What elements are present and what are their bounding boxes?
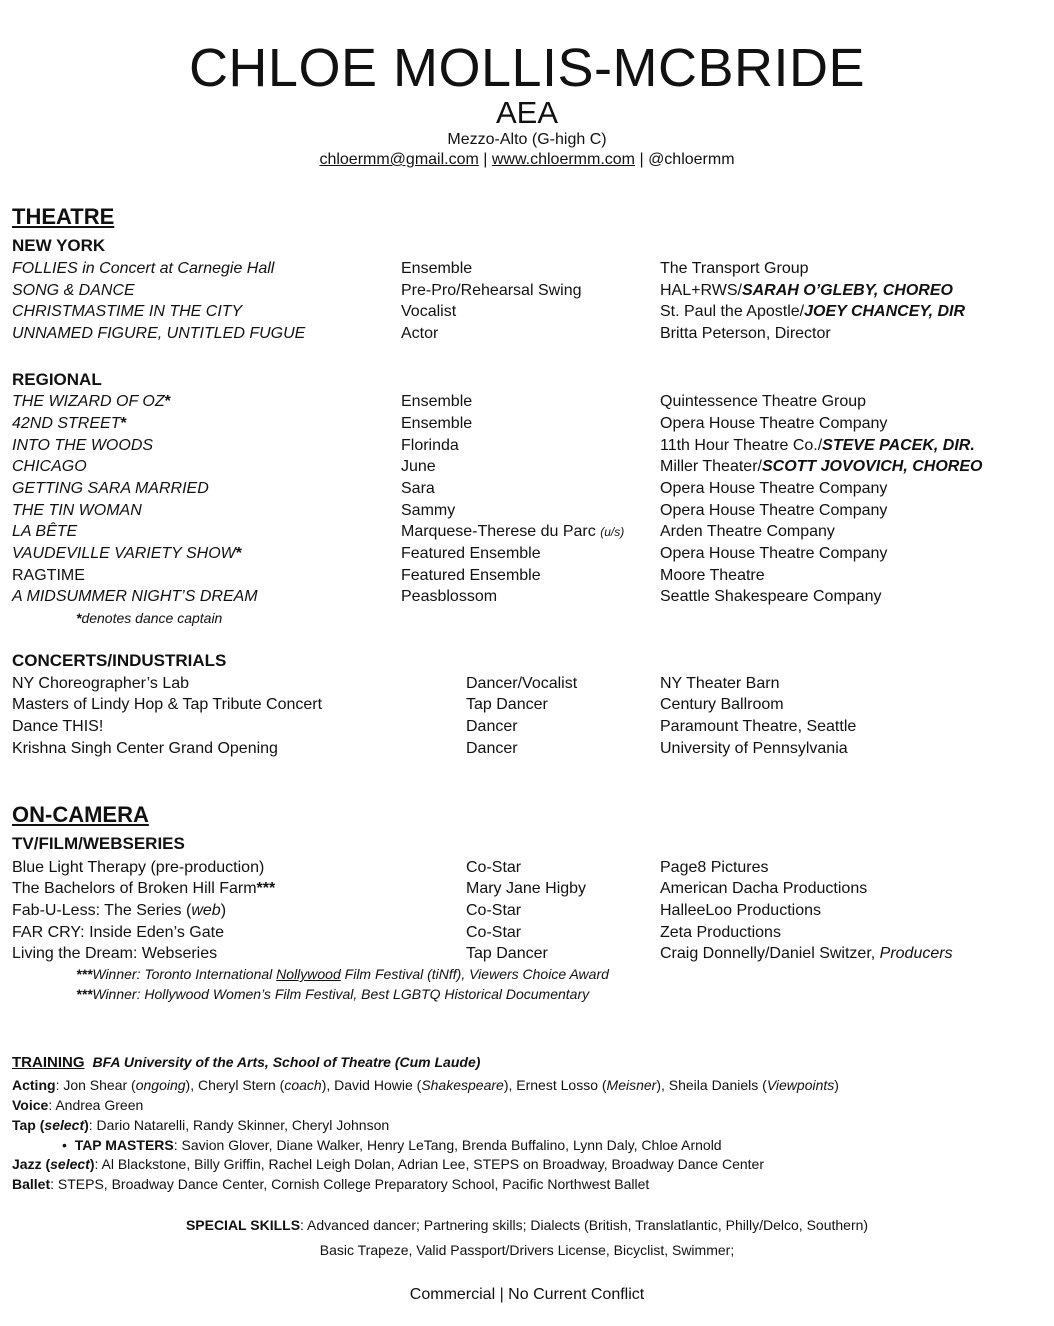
producers-label: Producers [879,945,953,962]
show-title: INTO THE WOODS [12,437,154,454]
company-name: Miller Theater/ [660,458,762,475]
understudy-note: (u/s) [600,525,625,539]
role: June [401,458,436,475]
credit-row [0,900,1054,922]
training-title: TRAINING [12,1054,85,1071]
role: Ensemble [401,393,473,410]
award-note [76,986,589,1002]
role: Peasblossom [401,588,498,605]
show-title: RAGTIME [12,567,85,584]
show-title-text: VAUDEVILLE VARIETY SHOW [12,545,236,562]
show-title [12,543,242,565]
event-title: Krishna Singh Center Grand Opening [12,740,278,757]
creative-credit: SCOTT JOVOVICH, CHOREO [761,458,983,475]
training-heading [12,1054,480,1071]
role-text: Marquese-Therese du Parc [401,523,601,540]
award-text: Winner: Hollywood Women’s Film Festival, Best LGBTQ Historical Documentary [92,986,590,1002]
award-note [76,966,609,982]
role: Featured Ensemble [401,545,541,562]
acting-note: Meisner [606,1077,657,1093]
show-title: LA BÊTE [12,523,78,540]
role: Co-Star [466,924,522,941]
footnote-text: denotes dance captain [81,610,223,626]
venue: NY Theater Barn [660,675,780,692]
subsection-concerts-title: CONCERTS/INDUSTRIALS [12,651,227,670]
special-skills-line2: Basic Trapeze, Valid Passport/Drivers License, Bicyclist, Swimmer; [319,1242,735,1258]
credit-row [0,435,1054,457]
jazz-select: select [50,1156,90,1172]
header [0,38,1054,170]
company [660,280,953,302]
award-mark: *** [256,880,276,897]
creative-credit: SARAH O’GLEBY, CHOREO [741,282,953,299]
dance-captain-mark: * [164,393,171,410]
company-name: St. Paul the Apostle/ [660,303,805,320]
ballet-text: : STEPS, Broadway Dance Center, Cornish College Preparatory School, Pacific Northwest Ballet [50,1176,650,1192]
role: Ensemble [401,415,473,432]
acting-note: Shakespeare [421,1077,504,1093]
company: Opera House Theatre Company [660,480,888,497]
production-company [660,943,953,965]
project-title-text: The Bachelors of Broken Hill Farm [12,880,257,897]
role: Tap Dancer [466,945,548,962]
credit-row [0,922,1054,944]
credit-row [0,391,1054,413]
company-name: 11th Hour Theatre Co./ [660,437,823,454]
role: Sammy [401,502,456,519]
award-mark: *** [76,986,93,1002]
production-company: American Dacha Productions [660,880,868,897]
jazz-label: Jazz ( [12,1156,51,1172]
acting-text: ), Ernest Losso ( [503,1077,607,1093]
role: Dancer [466,718,518,735]
role: Ensemble [401,260,473,277]
company: The Transport Group [660,260,809,277]
company [660,435,975,457]
production-company: Page8 Pictures [660,859,769,876]
tap-label: Tap ( [12,1117,45,1133]
credit-row [0,565,1054,587]
training-voice [12,1096,143,1114]
credit-row [0,543,1054,565]
role: Co-Star [466,859,522,876]
company: Britta Peterson, Director [660,325,831,342]
show-title: SONG & DANCE [12,282,135,299]
project-title: Blue Light Therapy (pre-production) [12,859,265,876]
acting-note: coach [284,1077,322,1093]
training-acting [12,1076,839,1094]
role: Florinda [401,437,459,454]
degree-school: BFA University of the Arts, School of Theatre (Cum Laude) [92,1054,481,1070]
company [660,301,965,323]
project-title [12,878,275,900]
training-tap-masters [62,1136,722,1154]
acting-text: ), Sheila Daniels ( [656,1077,767,1093]
voice-text: : Andrea Green [48,1097,144,1113]
footnote-mark: * [76,610,82,626]
credit-row [0,943,1054,965]
contact-line [0,150,1054,170]
role: Featured Ensemble [401,567,541,584]
voice-label: Voice [12,1097,49,1113]
credit-row [0,500,1054,522]
tap-masters-label: TAP MASTERS [74,1137,174,1153]
role: Sara [401,480,435,497]
credit-row [0,323,1054,345]
role: Vocalist [401,303,457,320]
creative-credit: JOEY CHANCEY, DIR [804,303,966,320]
venue: University of Pennsylvania [660,740,848,757]
credit-row [0,456,1054,478]
dance-captain-footnote [76,610,222,626]
contact-separator: | [635,151,649,168]
performer-name: CHLOE MOLLIS-MCBRIDE [188,38,866,98]
section-on-camera-title: ON-CAMERA [12,802,149,827]
credit-row [0,857,1054,879]
website-link[interactable]: www.chloermm.com [491,151,636,168]
show-title: UNNAMED FIGURE, UNTITLED FUGUE [12,325,306,342]
training-ballet [12,1175,649,1193]
credit-row [0,586,1054,608]
jazz-text: : Al Blackstone, Billy Griffin, Rachel Leigh Dolan, Adrian Lee, STEPS on Broadway, Broadway Dance Center [94,1156,764,1172]
credit-row [0,673,1054,695]
role [401,521,624,543]
contact-separator: | [478,151,492,168]
credit-row [0,478,1054,500]
acting-text: ), Cheryl Stern ( [185,1077,285,1093]
producers-names: Craig Donnelly/Daniel Switzer, [660,945,880,962]
jazz-close: ) [89,1156,95,1172]
credit-row [0,738,1054,760]
show-title: CHRISTMASTIME IN THE CITY [12,303,243,320]
role: Mary Jane Higby [466,880,587,897]
company [660,456,982,478]
company: Seattle Shakespeare Company [660,588,882,605]
tap-text: : Dario Natarelli, Randy Skinner, Cheryl Johnson [88,1117,390,1133]
subsection-regional-title: REGIONAL [12,370,102,389]
acting-label: Acting [12,1077,56,1093]
acting-text: ) [834,1077,839,1093]
credit-row [0,301,1054,323]
tap-masters-text: : Savion Glover, Diane Walker, Henry LeTang, Brenda Buffalino, Lynn Daly, Chloe Arnold [173,1137,722,1153]
show-title-text: 42ND STREET [12,415,121,432]
credit-row [0,716,1054,738]
show-title: A MIDSUMMER NIGHT’S DREAM [12,588,258,605]
email-link[interactable]: chloermm@gmail.com [319,151,479,168]
credit-row [0,694,1054,716]
company: Quintessence Theatre Group [660,393,867,410]
award-mark: *** [76,966,93,982]
project-title: Living the Dream: Webseries [12,945,218,962]
creative-credit: STEVE PACEK, DIR. [822,437,975,454]
union-affiliation: AEA [495,95,559,130]
venue: Paramount Theatre, Seattle [660,718,857,735]
project-title [12,900,226,922]
company: Opera House Theatre Company [660,545,888,562]
show-title-text: THE WIZARD OF OZ [12,393,165,410]
credit-row [0,413,1054,435]
credit-row [0,280,1054,302]
role: Dancer [466,740,518,757]
commercial-conflict-note: Commercial | No Current Conflict [409,1286,645,1303]
company-name: HAL+RWS/ [660,282,742,299]
role: Actor [401,325,439,342]
tap-close: ) [84,1117,89,1133]
social-handle: @chloermm [648,151,735,168]
company: Opera House Theatre Company [660,502,888,519]
ballet-label: Ballet [12,1176,51,1192]
project-title: FAR CRY: Inside Eden’s Gate [12,924,224,941]
award-text: Winner: Toronto International [92,966,277,982]
credit-row [0,258,1054,280]
acting-note: Viewpoints [766,1077,835,1093]
company: Arden Theatre Company [660,523,835,540]
special-skills-line1 [0,1217,1054,1233]
dance-captain-mark: * [120,415,127,432]
show-title [12,391,171,413]
show-title: FOLLIES in Concert at Carnegie Hall [12,260,275,277]
show-title [12,413,127,435]
company: Opera House Theatre Company [660,415,888,432]
event-title: Masters of Lindy Hop & Tap Tribute Concert [12,696,323,713]
event-title: NY Choreographer’s Lab [12,675,190,692]
show-title: GETTING SARA MARRIED [12,480,209,497]
training-jazz [12,1155,764,1173]
subsection-tv-film-title: TV/FILM/WEBSERIES [12,834,185,853]
award-text-end: Film Festival (tiNff), Viewers Choice Award [340,966,609,982]
credit-row [0,521,1054,543]
dance-captain-mark: * [235,545,243,562]
project-title-text: Fab-U-Less: The Series ( [12,902,192,919]
special-skills-text: : Advanced dancer; Partnering skills; Dialects (British, Translatlantic, Philly/Delco, Southern) [300,1217,869,1233]
voice-type: Mezzo-Alto (G-high C) [447,131,607,148]
subsection-new-york-title: NEW YORK [12,236,106,255]
training-tap [12,1116,389,1134]
production-company: Zeta Productions [660,924,781,941]
bullet-icon: • [62,1137,67,1153]
tap-select: select [44,1117,85,1133]
acting-text: ), David Howie ( [321,1077,422,1093]
award-text-underlined: Nollywood [276,966,341,982]
special-skills-label: SPECIAL SKILLS [185,1217,301,1233]
role: Dancer/Vocalist [466,675,578,692]
project-title-end: ) [220,902,227,919]
event-title: Dance THIS! [12,718,104,735]
role: Pre-Pro/Rehearsal Swing [401,282,582,299]
acting-text: : Jon Shear ( [55,1077,136,1093]
role: Co-Star [466,902,522,919]
acting-note: ongoing [135,1077,186,1093]
venue: Century Ballroom [660,696,784,713]
role: Tap Dancer [466,696,548,713]
project-format: web [191,902,221,919]
show-title: THE TIN WOMAN [12,502,142,519]
credit-row [0,878,1054,900]
production-company: HalleeLoo Productions [660,902,821,919]
company: Moore Theatre [660,567,765,584]
show-title: CHICAGO [12,458,87,475]
section-theatre-title: THEATRE [12,204,115,229]
